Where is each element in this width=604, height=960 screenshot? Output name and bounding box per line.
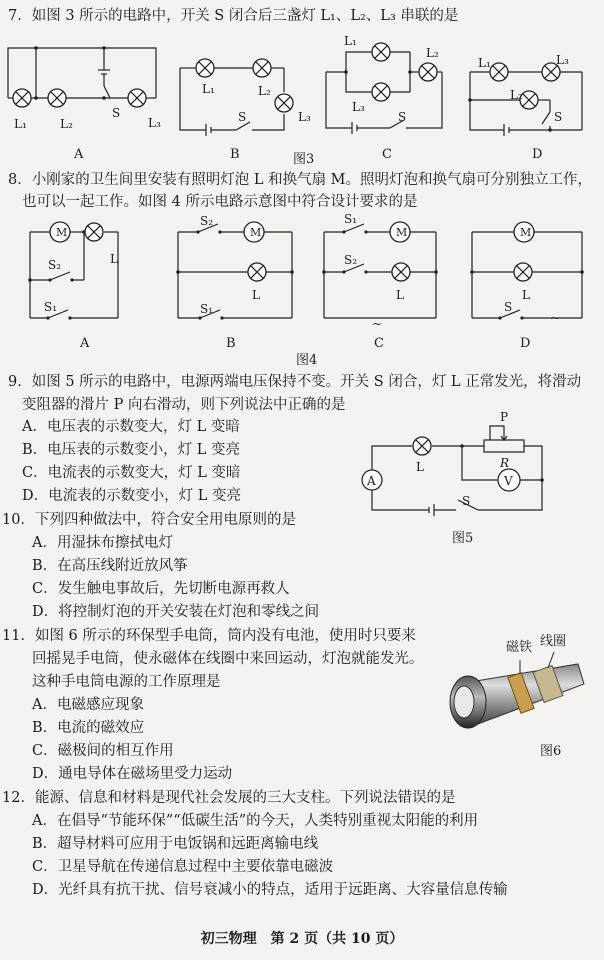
svg-text:M: M — [56, 226, 68, 239]
page-footer: 初三物理 第 2 页（共 10 页） — [200, 931, 404, 947]
q9-choice-c: C．电流表的示数变大，灯 L 变暗 — [22, 465, 241, 481]
q7-b-l3: L₃ — [298, 110, 311, 124]
q12-choice-d: D．光纤具有抗干扰、信号衰减小的特点，适用于远距离、大容量信息传输 — [32, 882, 508, 898]
q7-c-l3: L₃ — [352, 100, 365, 114]
q7-d-s: S — [554, 110, 563, 124]
q7-d-l2: L₂ — [510, 88, 523, 102]
q11-stem-line1: 11．如图 6 所示的环保型手电筒，筒内没有电池，使用时只要来 — [2, 628, 416, 644]
q10-choice-a: A．用湿抹布擦拭电灯 — [32, 535, 173, 551]
q7-c-l1: L₁ — [344, 34, 357, 48]
q8-option-a: A — [80, 336, 90, 351]
q9-stem-line2: 变阻器的滑片 P 向右滑动，则下列说法中正确的是 — [22, 397, 346, 413]
q7-c-s: S — [398, 110, 407, 124]
q9-stem-line1: 9．如图 5 所示的电路中，电源两端电压保持不变。开关 S 闭合，灯 L 正常发光，将滑动 — [8, 374, 582, 390]
q11-figure-caption: 图6 — [540, 744, 562, 759]
q8-figure-caption: 图4 — [296, 353, 318, 368]
q7-option-a: A — [74, 147, 84, 162]
q8-a-s2: S₂ — [48, 258, 62, 272]
q12-choice-a: A．在倡导“节能环保”“低碳生活”的今天，人类特别重视太阳能的利用 — [32, 813, 479, 829]
q11-choice-c: C．磁极间的相互作用 — [32, 743, 174, 759]
svg-text:~: ~ — [550, 311, 561, 325]
q9-circuit — [362, 426, 544, 516]
q8-a-s1: S₁ — [44, 300, 58, 314]
q12-stem: 12．能源、信息和材料是现代社会发展的三大支柱。下列说法错误的是 — [2, 790, 456, 806]
q9-label-r: R — [500, 456, 510, 470]
q7-d-l3: L₃ — [556, 53, 569, 67]
svg-text:M: M — [396, 226, 408, 239]
q8-c-s2: S₂ — [344, 253, 358, 267]
q9-choice-a: A．电压表的示数变大，灯 L 变暗 — [22, 419, 240, 435]
svg-text:M: M — [250, 226, 262, 239]
q9-choice-b: B．电压表的示数变小，灯 L 变亮 — [22, 442, 241, 458]
q8-stem-line2: 也可以一起工作。如图 4 所示电路示意图中符合设计要求的是 — [22, 194, 418, 210]
svg-text:M: M — [520, 226, 532, 239]
q11-flashlight-photo — [440, 640, 586, 740]
q11-choice-d: D．通电导体在磁场里受力运动 — [32, 766, 233, 782]
q12-choice-c: C．卫星导航在传递信息过程中主要依靠电磁波 — [32, 859, 334, 875]
q8-b-s1: S₁ — [200, 302, 214, 316]
svg-text:V: V — [504, 474, 513, 488]
svg-text:A: A — [367, 474, 376, 488]
q7-option-b: B — [230, 147, 240, 162]
q8-b-l: L — [252, 288, 260, 302]
q7-option-c: C — [382, 147, 392, 162]
q11-stem-line2: 回摇晃手电筒，使永磁体在线圈中来回运动，灯泡就能发光。 — [32, 651, 424, 667]
q11-choice-b: B．电流的磁效应 — [32, 720, 145, 736]
q11-label-coil: 线圈 — [540, 634, 567, 649]
q12-choice-b: B．超导材料可应用于电饭锅和远距离输电线 — [32, 836, 319, 852]
q10-stem: 10．下列四种做法中，符合安全用电原则的是 — [2, 512, 296, 528]
q7-a-l2: L₂ — [60, 117, 73, 131]
q8-b-s2: S₂ — [200, 214, 214, 228]
q7-a-l3: L₃ — [148, 116, 161, 130]
q8-d-s: S — [504, 300, 513, 314]
q8-c-l: L — [396, 288, 404, 302]
q8-a-l: L — [110, 252, 118, 266]
q9-label-l: L — [416, 460, 424, 474]
q7-stem: 7．如图 3 所示的电路中，开关 S 闭合后三盏灯 L₁、L₂、L₃ 串联的是 — [8, 8, 459, 24]
q7-d-l1: L₁ — [478, 56, 491, 70]
q7-option-d: D — [532, 147, 543, 162]
q9-figure-caption: 图5 — [452, 531, 474, 546]
q11-stem-line3: 这种手电筒电源的工作原理是 — [32, 674, 221, 690]
q8-option-c: C — [374, 336, 384, 351]
q11-label-magnet: 磁铁 — [506, 640, 533, 655]
q7-c-l2: L₂ — [426, 46, 439, 60]
q10-choice-c: C．发生触电事故后，先切断电源再救人 — [32, 581, 290, 597]
q7-figure-caption: 图3 — [293, 152, 315, 167]
q11-choice-a: A．电磁感应现象 — [32, 697, 144, 713]
q8-d-l: L — [522, 288, 530, 302]
q7-b-s: S — [238, 110, 247, 124]
q7-a-l1: L₁ — [14, 117, 27, 131]
q8-stem-line1: 8．小刚家的卫生间里安装有照明灯泡 L 和换气扇 M。照明灯泡和换气扇可分别独立工作， — [8, 172, 593, 188]
q9-label-s: S — [462, 494, 471, 508]
q8-c-s1: S₁ — [344, 212, 358, 226]
q9-choice-d: D．电流表的示数变小，灯 L 变亮 — [22, 488, 241, 504]
q7-a-s: S — [112, 106, 121, 120]
q7-b-l2: L₂ — [258, 84, 271, 98]
q8-option-d: D — [520, 336, 531, 351]
q10-choice-d: D．将控制灯泡的开关安装在灯泡和零线之间 — [32, 604, 320, 620]
q9-label-p: P — [500, 410, 509, 424]
q8-option-b: B — [226, 336, 236, 351]
q10-choice-b: B．在高压线附近放风筝 — [32, 558, 188, 574]
q7-b-l1: L₁ — [202, 82, 215, 96]
svg-text:~: ~ — [372, 317, 383, 331]
